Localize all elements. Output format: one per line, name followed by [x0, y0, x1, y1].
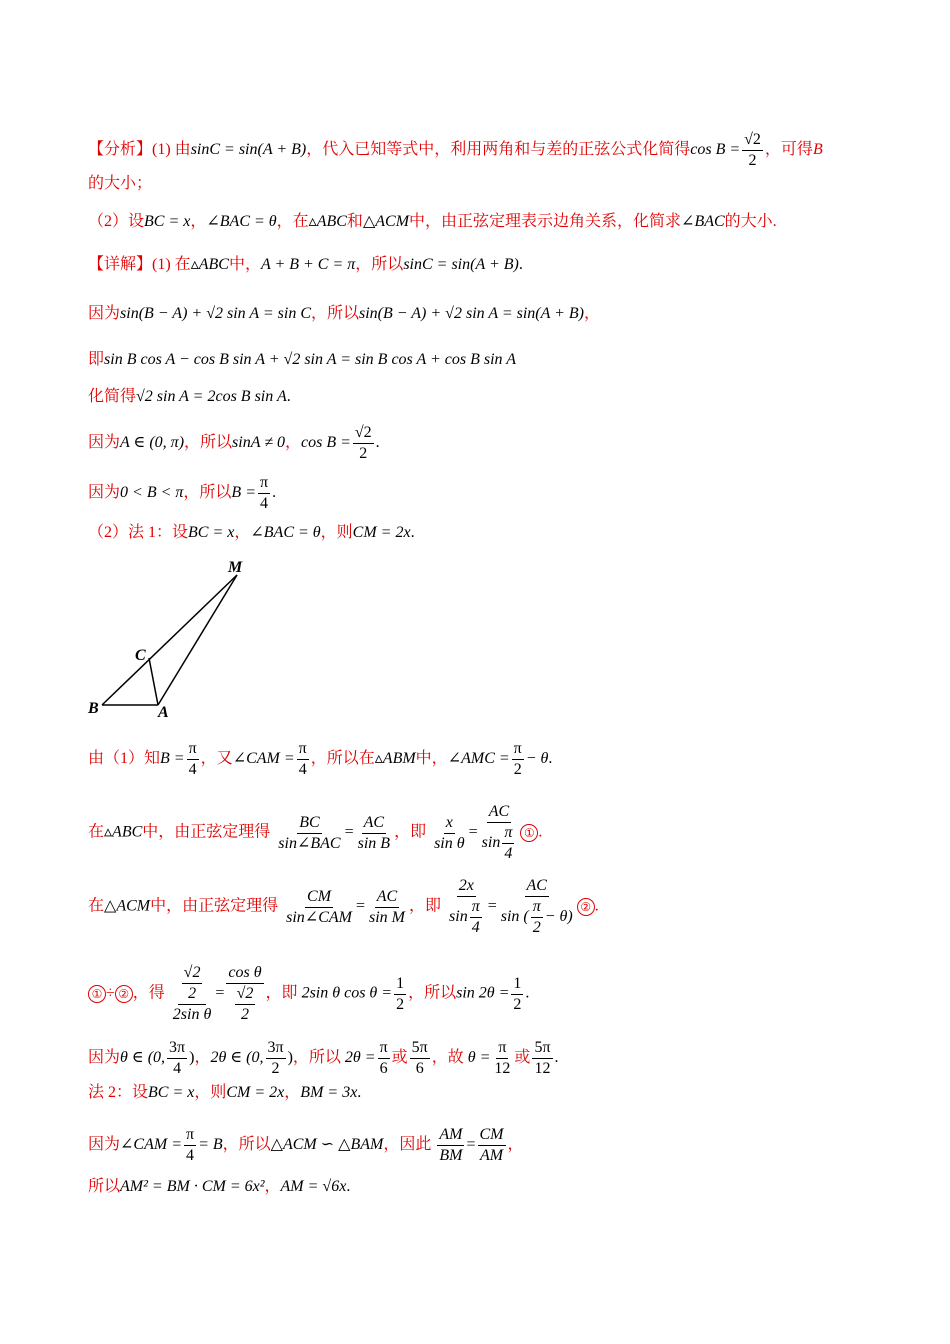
label-a: A — [158, 704, 169, 721]
detail-line-6: 因为0 < B < π，所以B = $\frac{\pi}{4}$ . — [88, 474, 277, 512]
analysis-line-2: （2）设BC = x，∠BAC = θ，在▵ABC和△ACM中，由正弦定理表示边角关系，化简求∠BAC的大小. — [88, 213, 777, 230]
label-b: B — [88, 700, 99, 717]
triangle-figure — [80, 550, 270, 725]
marker-2: ② — [577, 898, 595, 916]
label-m: M — [228, 559, 243, 576]
m1-line-11: ① ÷ ② ，得 $\frac{\frac{√2}{2}}{\text{2sin θ}}$ = $\frac{\text{cos θ}}{\frac{√2}{2}}$ ，即 2sin θ cos θ = $\frac{1}{2}$ ，所以sin 2θ = $\frac{1}{2}$ . — [88, 964, 529, 1024]
marker-1: ① — [520, 824, 538, 842]
analysis-line-1b: 的大小； — [88, 175, 153, 192]
label-c: C — [135, 647, 146, 664]
detail-line-3: 即sin B cos A − cos B sin A + √2 sin A = sin B cos A + cos B sin A — [88, 351, 517, 368]
m1-line-8: 由（1）知B = $\frac{\pi}{4}$ ，又∠CAM = $\frac{\pi}{4}$ ，所以在▵ABM中，∠AMC = $\frac{\pi}{2}$ − θ. — [88, 740, 553, 778]
detail-line-5: 因为A ∈ (0, π)，所以sinA ≠ 0，cos B = $\frac{√2}{2}$ . — [88, 424, 380, 462]
m1-line-12: 因为θ ∈ (0, $\frac{3\pi}{4}$ )，2θ ∈ (0, $\frac{3\pi}{2}$ )，所以 2θ = $\frac{\pi}{6}$ 或 $\frac{5\pi}{6}$ ，故 θ = $\frac{\pi}{12}$ 或 $\frac{5\pi}{12}$ . — [88, 1039, 559, 1077]
analysis-line-1: 【分析】(1) 由sinC = sin(A + B)，代入已知等式中，利用两角和与差的正弦公式化简得cos B = $\frac{√2}{2}$ ，可得B — [88, 131, 823, 169]
m1-line-9: 在▵ABC中，由正弦定理得 $\frac{BC}{\text{sin∠BAC}}$ = $\frac{AC}{\text{sin B}}$ ，即 $\frac{x}{\text{sin θ}}$ = AC sin $\frac{\pi}{4}$ ① . — [88, 803, 543, 862]
segment-ca — [149, 658, 158, 705]
m2-line-14: 因为∠CAM = $\frac{\pi}{4}$ = B，所以△ACM ∽ △BAM，因此 $\frac{AM}{BM}$ = $\frac{CM}{AM}$ ， — [88, 1126, 524, 1164]
detail-tag: 【详解】 — [88, 256, 153, 273]
m2-line-13: 法 2：设BC = x，则CM = 2x，BM = 3x. — [88, 1084, 362, 1101]
analysis-tag: 【分析】 — [88, 141, 153, 159]
detail-line-7: （2）法 1：设BC = x，∠BAC = θ，则CM = 2x. — [88, 524, 415, 541]
m1-line-10: 在△ACM中，由正弦定理得 $\frac{CM}{\text{sin∠CAM}}$ = $\frac{AC}{\text{sin M}}$ ，即 2x sin $\frac{\pi}{4}$ = AC sin ( $\frac{\pi}{2}$ − θ) ② . — [88, 877, 599, 936]
fraction: $\frac{√2}{2}$ — [744, 131, 761, 169]
detail-line-4: 化简得√2 sin A = 2cos B sin A. — [88, 388, 291, 405]
detail-line-2: 因为sin(B − A) + √2 sin A = sin C，所以sin(B − A) + √2 sin A = sin(A + B)， — [88, 305, 601, 322]
detail-line-1: 【详解】(1) 在▵ABC中，A + B + C = π，所以sinC = sin(A + B). — [88, 256, 523, 273]
m2-line-15: 所以AM² = BM · CM = 6x²，AM = √6x. — [88, 1178, 351, 1195]
